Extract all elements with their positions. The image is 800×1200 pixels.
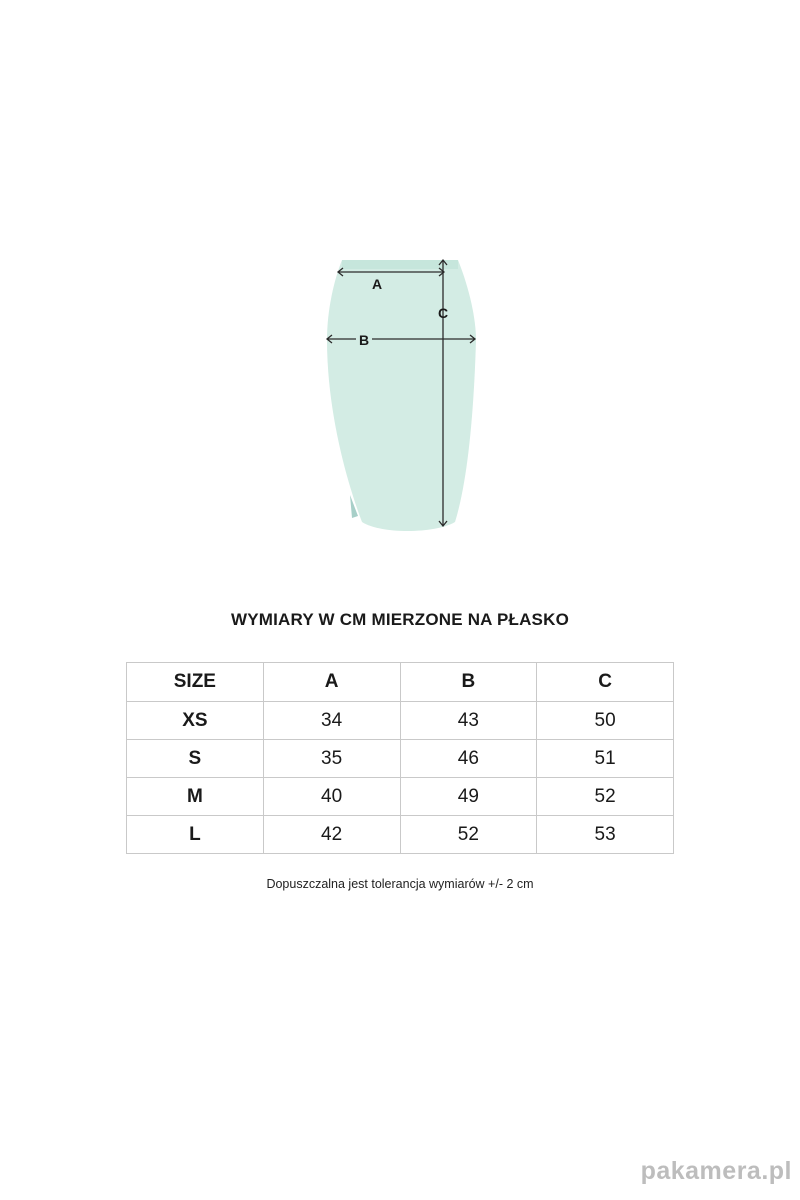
header-a: A [263, 663, 400, 702]
label-c: C [437, 305, 449, 321]
skirt-diagram-svg [300, 250, 500, 550]
cell-b: 43 [400, 702, 537, 740]
table-row [127, 740, 674, 778]
size-table [126, 662, 674, 854]
skirt-shape [327, 260, 476, 531]
table-header-row [127, 663, 674, 702]
cell-b: 49 [400, 778, 537, 816]
cell-c: 53 [537, 816, 674, 854]
header-b: B [400, 663, 537, 702]
table-row [127, 702, 674, 740]
cell-size: XS [127, 702, 264, 740]
table-row [127, 778, 674, 816]
cell-size: S [127, 740, 264, 778]
cell-size: M [127, 778, 264, 816]
cell-b: 46 [400, 740, 537, 778]
header-c: C [537, 663, 674, 702]
cell-a: 34 [263, 702, 400, 740]
label-a: A [371, 276, 383, 292]
table-row [127, 816, 674, 854]
cell-a: 35 [263, 740, 400, 778]
watermark-logo: pakamera.pl [640, 1157, 792, 1185]
tolerance-note: Dopuszczalna jest tolerancja wymiarów +/- 2 cm [266, 877, 534, 891]
cell-c: 50 [537, 702, 674, 740]
cell-b: 52 [400, 816, 537, 854]
cell-c: 51 [537, 740, 674, 778]
skirt-measurement-diagram [300, 250, 500, 550]
cell-c: 52 [537, 778, 674, 816]
cell-size: L [127, 816, 264, 854]
page-title: WYMIARY W CM MIERZONE NA PŁASKO [230, 610, 569, 629]
header-size: SIZE [127, 663, 264, 702]
skirt-waistband [342, 260, 458, 269]
cell-a: 40 [263, 778, 400, 816]
label-b: B [358, 332, 370, 348]
cell-a: 42 [263, 816, 400, 854]
